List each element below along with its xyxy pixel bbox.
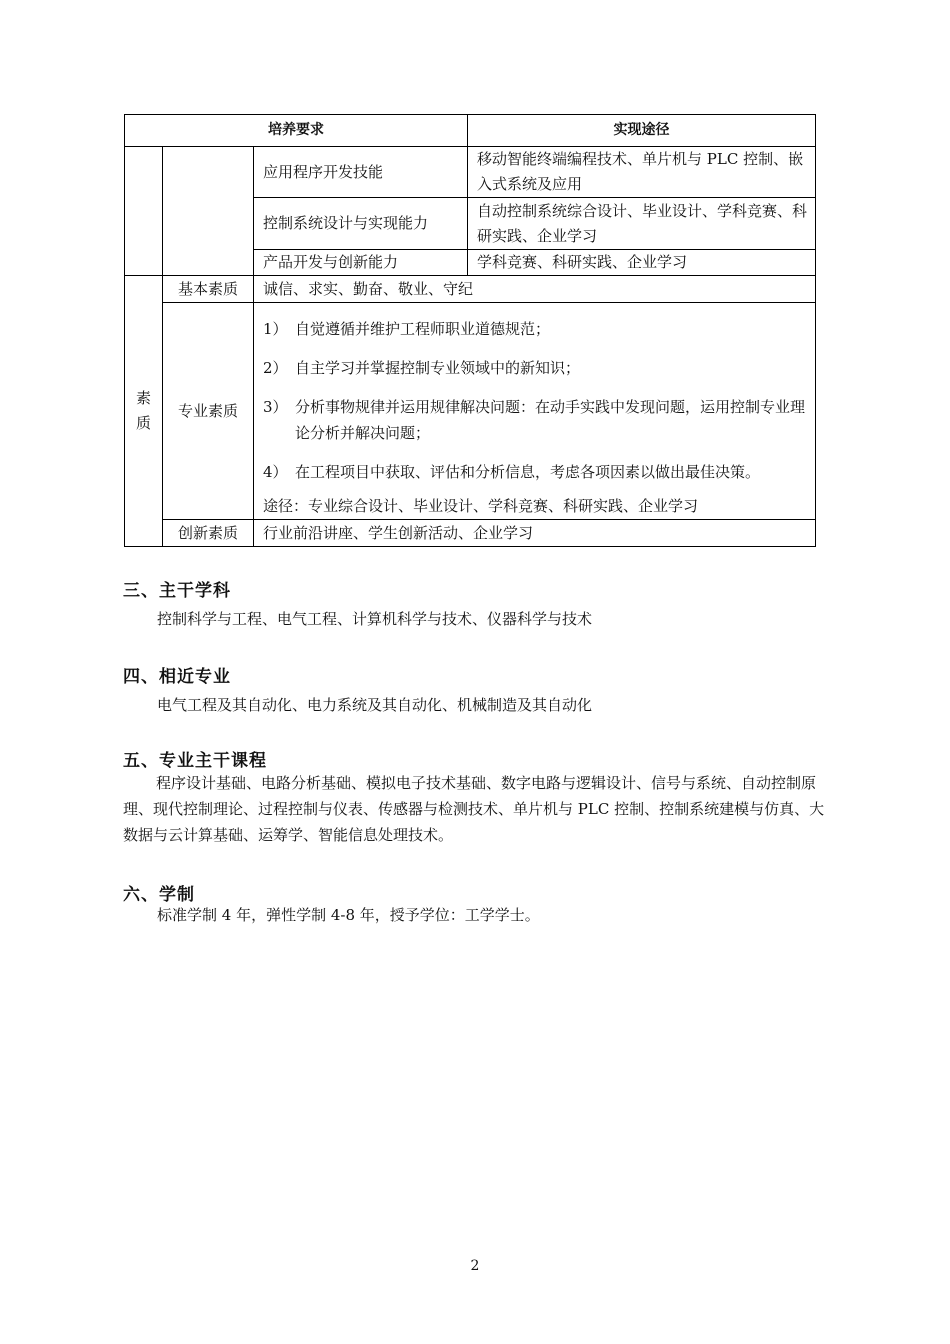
header-requirement: 培养要求 <box>125 115 468 147</box>
list-item <box>263 459 809 485</box>
ability-path: 自动控制系统综合设计、毕业设计、学科竞赛、科研实践、企业学习 <box>468 198 816 250</box>
table-row <box>125 520 816 547</box>
section-heading-main-disciplines: 三、主干学科 <box>123 581 231 601</box>
professional-quality-path: 途径：专业综合设计、毕业设计、学科竞赛、科研实践、企业学习 <box>263 497 699 515</box>
professional-quality-list <box>263 316 809 485</box>
basic-quality-content: 诚信、求实、勤奋、敬业、守纪 <box>254 276 816 303</box>
section-heading-duration: 六、学制 <box>123 885 195 905</box>
innovation-quality-content: 行业前沿讲座、学生创新活动、企业学习 <box>254 520 816 547</box>
basic-quality-name: 基本素质 <box>163 276 254 303</box>
page-number: 2 <box>470 1258 480 1274</box>
item-number: 4） <box>263 463 288 481</box>
innovation-quality-name: 创新素质 <box>163 520 254 547</box>
quality-label-char: 质 <box>135 414 151 432</box>
ability-name: 控制系统设计与实现能力 <box>254 198 468 250</box>
quality-label-char: 素 <box>135 389 151 407</box>
ability-name: 应用程序开发技能 <box>254 147 468 198</box>
main-disciplines-text: 控制科学与工程、电气工程、计算机科学与技术、仪器科学与技术 <box>157 610 593 628</box>
professional-quality-content <box>254 303 816 520</box>
header-path: 实现途径 <box>468 115 816 147</box>
empty-subcategory-cell <box>163 147 254 276</box>
item-text: 自主学习并掌握控制专业领域中的新知识； <box>295 359 581 377</box>
list-item <box>263 394 809 446</box>
item-number: 3） <box>263 398 288 416</box>
requirements-table <box>124 114 816 547</box>
duration-text: 标准学制 4 年，弹性学制 4-8 年，授予学位：工学学士。 <box>157 906 540 924</box>
empty-category-cell <box>125 147 163 276</box>
table-header-row <box>125 115 816 147</box>
ability-path: 学科竞赛、科研实践、企业学习 <box>468 250 816 276</box>
core-courses-text: 程序设计基础、电路分析基础、模拟电子技术基础、数字电路与逻辑设计、信号与系统、自动控制原理、现代控制理论、过程控制与仪表、传感器与检测技术、单片机与 PLC 控制、控制系统建模与仿真、大数据与云计算基础、运筹学、智能信息处理技术。 <box>123 774 825 844</box>
table-row <box>125 147 816 198</box>
item-text: 在工程项目中获取、评估和分析信息，考虑各项因素以做出最佳决策。 <box>295 463 761 481</box>
professional-quality-name: 专业素质 <box>163 303 254 520</box>
ability-name: 产品开发与创新能力 <box>254 250 468 276</box>
item-text: 分析事物规律并运用规律解决问题：在动手实践中发现问题，运用控制专业理论分析并解决问题； <box>295 398 806 442</box>
ability-path: 移动智能终端编程技术、单片机与 PLC 控制、嵌入式系统及应用 <box>468 147 816 198</box>
table-row <box>125 303 816 520</box>
list-item <box>263 316 809 342</box>
item-text: 自觉遵循并维护工程师职业道德规范； <box>295 320 551 338</box>
quality-category-cell <box>125 276 163 547</box>
item-number: 2） <box>263 359 288 377</box>
item-number: 1） <box>263 320 288 338</box>
section-heading-related-majors: 四、相近专业 <box>123 667 231 687</box>
related-majors-text: 电气工程及其自动化、电力系统及其自动化、机械制造及其自动化 <box>157 696 593 714</box>
table-row <box>125 276 816 303</box>
section-heading-core-courses: 五、专业主干课程 <box>123 751 267 771</box>
list-item <box>263 355 809 381</box>
